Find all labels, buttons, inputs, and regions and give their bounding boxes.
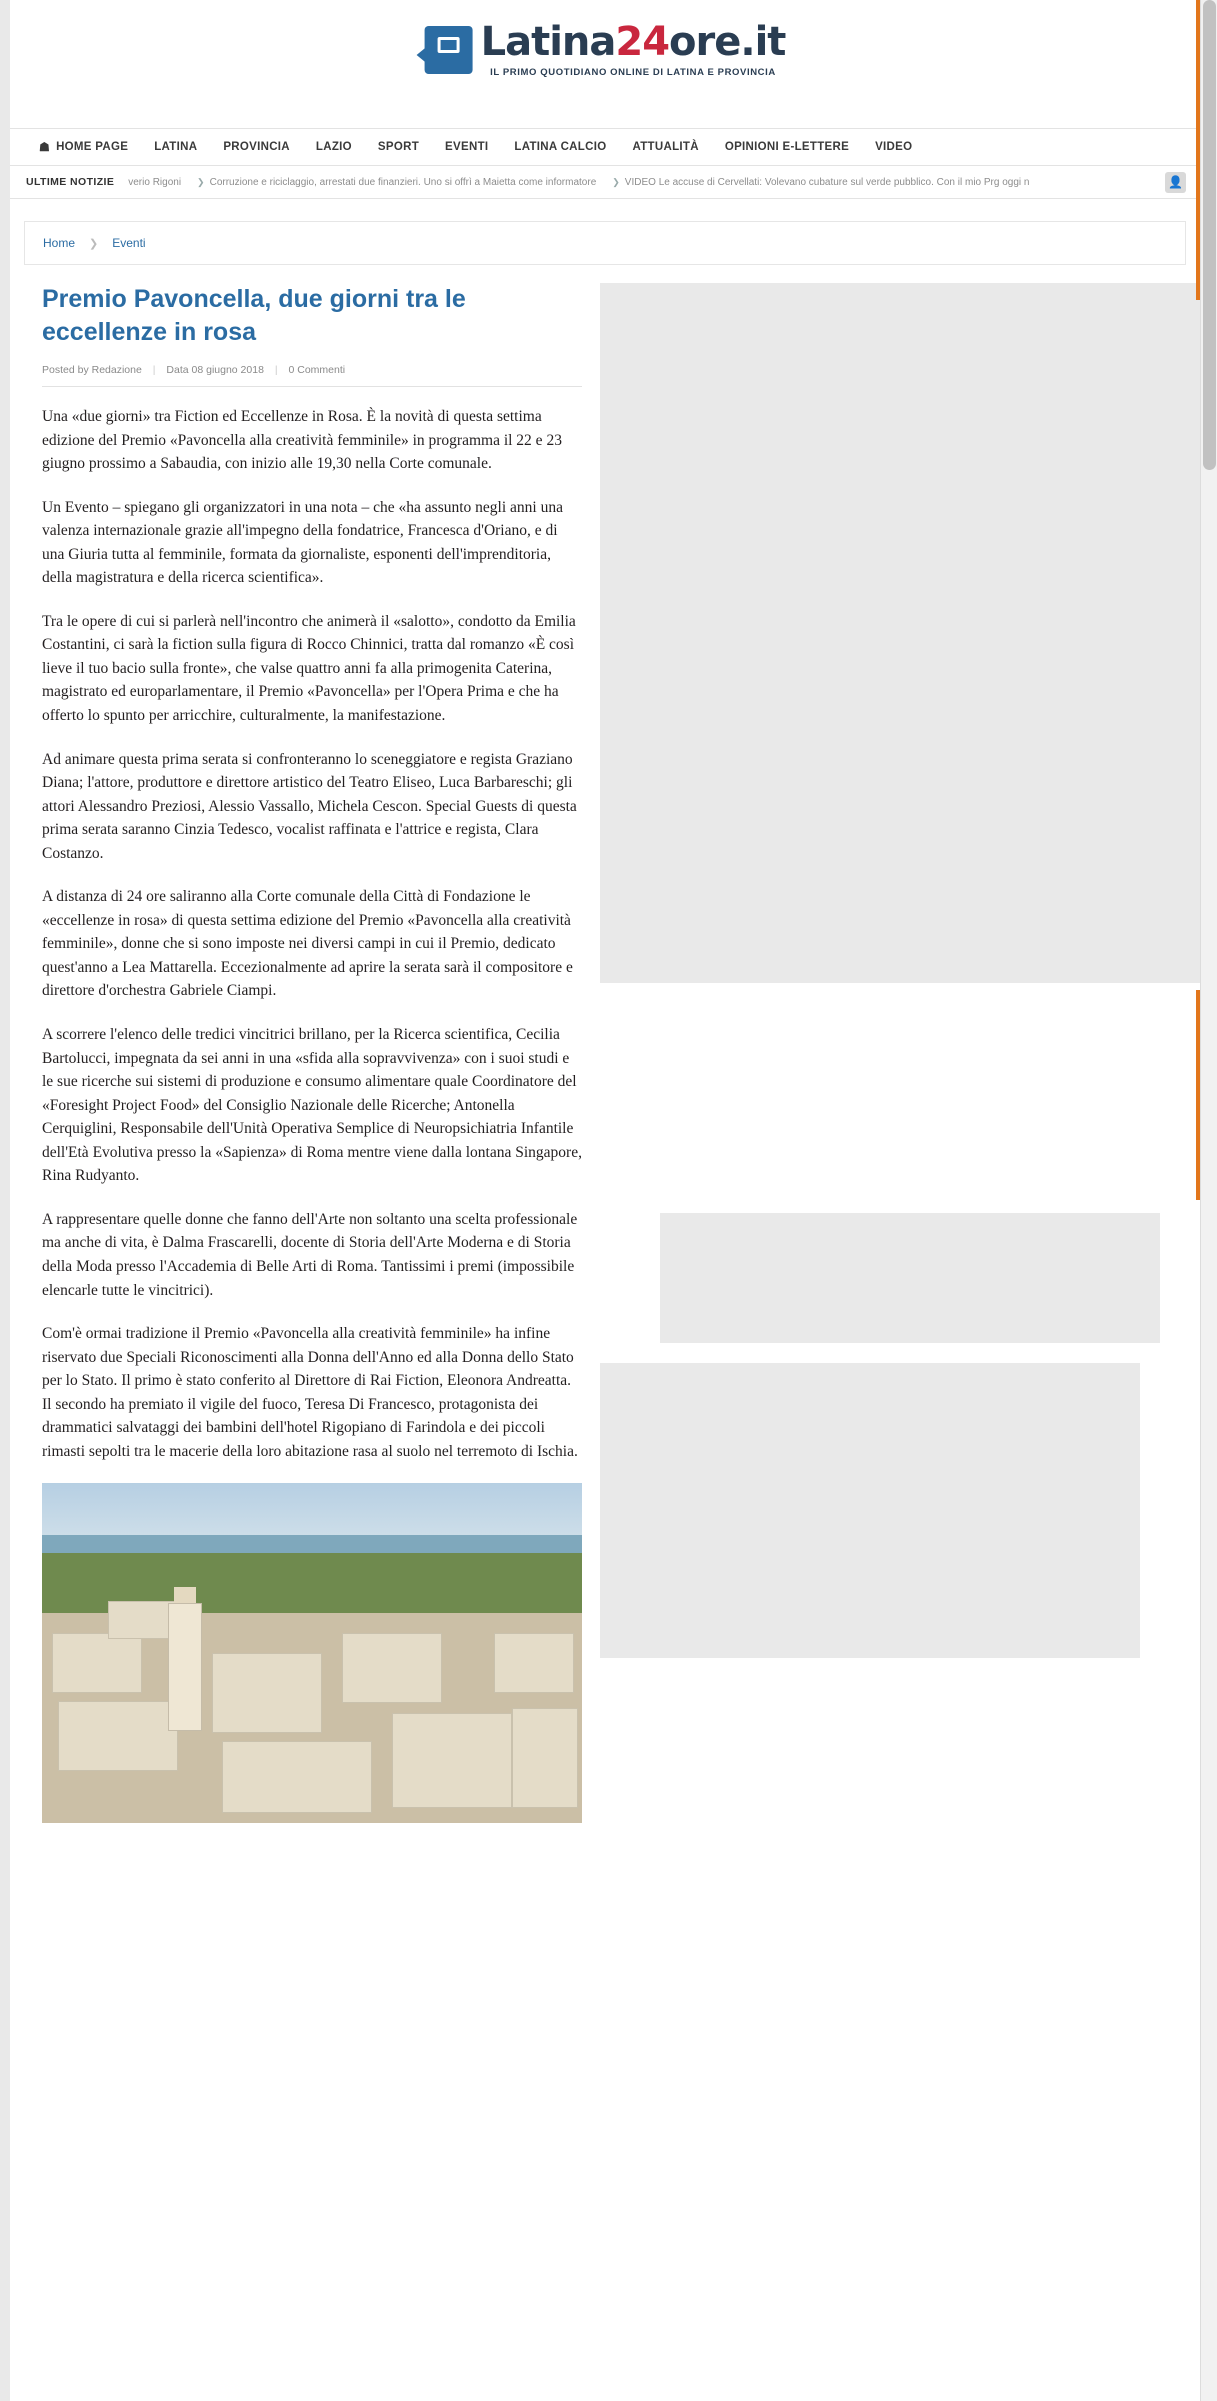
article-date: Data 08 giugno 2018 xyxy=(166,364,264,376)
nav-label: OPINIONI E-LETTERE xyxy=(724,141,850,153)
logo-tagline: IL PRIMO QUOTIDIANO ONLINE DI LATINA E PROVINCIA xyxy=(490,67,776,78)
breaking-news-ticker xyxy=(10,166,1200,199)
logo-part1: Latina xyxy=(480,19,616,65)
page-title: Premio Pavoncella, due giorni tra le eccellenze in rosa xyxy=(42,285,466,346)
nav-item-home-page[interactable] xyxy=(26,129,141,165)
logo-part2: ore xyxy=(669,19,741,65)
article-image xyxy=(42,1483,582,1823)
breadcrumb-item-eventi[interactable]: Eventi xyxy=(112,236,146,250)
content-columns xyxy=(10,283,1200,1823)
nav-label: EVENTI xyxy=(445,141,489,153)
nav-item-eventi[interactable] xyxy=(432,129,501,165)
article-paragraph: Ad animare questa prima serata si confronteranno lo sceneggiatore e regista Graziano Diana; l'attore, produttore e direttore artistico del Teatro Eliseo, Luca Barbareschi; gli attori Alessandro Preziosi, Alessio Vassallo, Michela Cescon. Special Guests di questa prima serata saranno Cinzia Tedesco, vocalist raffinata e l'attrice e regista, Clara Costanzo. xyxy=(42,750,577,862)
sidebar-column xyxy=(600,283,1200,1823)
site-container xyxy=(10,0,1200,1823)
ad-slot-bottom[interactable] xyxy=(600,1363,1140,1658)
ticker-text: verio Rigoni xyxy=(128,176,182,188)
logo-wordmark xyxy=(480,19,786,65)
sidebar-gap xyxy=(600,983,1200,1213)
article-author: Posted by Redazione xyxy=(42,364,142,376)
article-meta xyxy=(42,364,582,387)
chevron-right-icon: ❯ xyxy=(612,176,620,187)
article-paragraph: Una «due giorni» tra Fiction ed Eccellenze in Rosa. È la novità di questa settima edizione del Premio «Pavoncella alla creatività femminile» in programma il 22 e 23 giugno prossimo a Sabaudia, con inizio alle 19,30 nella Corte comunale. xyxy=(42,408,562,473)
nav-item-opinioni-e-lettere[interactable] xyxy=(712,129,862,165)
site-header xyxy=(10,0,1200,128)
site-logo[interactable] xyxy=(425,19,786,78)
article-paragraph: Tra le opere di cui si parlerà nell'incontro che animerà il «salotto», condotto da Emilia Costantini, ci sarà la fiction sulla figura di Rocco Chinnici, tratta dal romanzo «È così lieve il tuo bacio sulla fronte», che valse quattro anni fa alla primogenita Caterina, magistrato ed europarlamentare, il Premio «Pavoncella» per l'Opera Prima e che ha offerto lo spunto per arricchire, culturalmente, la manifestazione. xyxy=(42,612,576,725)
main-navigation xyxy=(10,128,1200,166)
nav-item-latina-calcio[interactable] xyxy=(501,129,619,165)
nav-label: LATINA CALCIO xyxy=(514,141,607,153)
user-account-icon[interactable]: 👤 xyxy=(1165,172,1186,193)
nav-label: PROVINCIA xyxy=(223,141,290,153)
meta-separator: | xyxy=(274,364,278,376)
breadcrumb-item-home[interactable]: Home xyxy=(43,236,76,250)
nav-label: HOME PAGE xyxy=(56,141,129,153)
home-icon: ☗ xyxy=(39,140,51,154)
scrollbar-thumb[interactable] xyxy=(1203,0,1216,470)
ticker-label: ULTIME NOTIZIE xyxy=(26,176,115,188)
ticker-item[interactable] xyxy=(612,177,1029,188)
chevron-right-icon: ❯ xyxy=(89,237,99,250)
article-body xyxy=(42,405,582,1463)
nav-label: SPORT xyxy=(377,141,420,153)
nav-label: ATTUALITÀ xyxy=(632,141,699,153)
nav-label: LAZIO xyxy=(315,141,352,153)
ad-slot-top[interactable] xyxy=(600,283,1200,983)
nav-item-provincia[interactable] xyxy=(210,129,303,165)
chevron-right-icon: ❯ xyxy=(197,176,205,187)
ticker-text: Corruzione e riciclaggio, arrestati due finanzieri. Uno si offrì a Maietta come informatore xyxy=(209,176,597,188)
browser-scrollbar[interactable] xyxy=(1200,0,1217,2401)
article-paragraph: A distanza di 24 ore saliranno alla Corte comunale della Città di Fondazione le «eccellenze in rosa» di questa settima edizione del Premio «Pavoncella alla creatività femminile», donne che si sono imposte nei diversi campi in cui il Premio, dedicato quest'anno a Lea Mattarella. Eccezionalmente ad aprire la serata sarà il compositore e direttore d'orchestra Gabriele Ciampi. xyxy=(42,888,573,1000)
article-paragraph: A scorrere l'elenco delle tredici vincitrici brillano, per la Ricerca scientifica, Cecilia Bartolucci, impegnata da sei anni in una «sfida alla sopravvivenza» con i suoi studi e le sue ricerche sui sistemi di produzione e consumo alimentare quale Coordinatore del «Foresight Project Food» del Consiglio Nazionale delle Ricerche; Antonella Cerquiglini, Responsabile dell'Unità Operativa Semplice di Neuropsichiatria Infantile dell'Età Evolutiva presso la «Sapienza» di Roma mentre viene dalla lontana Singapore, Rina Rudyanto. xyxy=(42,1026,582,1185)
article-paragraph: Com'è ormai tradizione il Premio «Pavoncella alla creatività femminile» ha infine riservato due Speciali Riconoscimenti alla Donna dell'Anno ed alla Donna dello Stato per lo Stato. Il primo è stato conferito al Direttore di Rai Fiction, Eleonora Andreatta. Il secondo ha premiato il vigile del fuoco, Teresa Di Francesco, protagonista dei drammatici salvataggi dei bambini dell'hotel Rigopiano di Farindola e dei piccoli rimasti sepolti tra le macerie della loro abitazione rasa al suolo nel terremoto di Ischia. xyxy=(42,1325,578,1460)
nav-item-latina[interactable] xyxy=(141,129,210,165)
page-rail-left xyxy=(0,0,10,2401)
nav-label: VIDEO xyxy=(875,141,913,153)
logo-tld: .it xyxy=(740,19,786,65)
article-column xyxy=(10,283,600,1823)
breadcrumb-area xyxy=(10,199,1200,265)
nav-item-attualita[interactable] xyxy=(619,129,711,165)
nav-item-video[interactable] xyxy=(862,129,925,165)
speech-bubble-icon xyxy=(425,26,473,74)
article-paragraph: A rappresentare quelle donne che fanno dell'Arte non soltanto una scelta professionale ma anche di vita, è Dalma Frascarelli, docente di Storia dell'Arte Moderna e di Storia della Moda presso l'Accademia di Belle Arti di Roma. Tantissimi i premi (impossibile elencarle tutte le vincitrici). xyxy=(42,1210,578,1299)
ad-slot-middle[interactable] xyxy=(660,1213,1160,1343)
article-paragraph: Un Evento – spiegano gli organizzatori in una nota – che «ha assunto negli anni una valenza internazionale grazie all'impegno della fondatrice, Francesca d'Oriano, e di una Giuria tutta al femminile, formata da giornaliste, esponenti dell'imprenditoria, della magistratura e della ricerca scientifica». xyxy=(42,498,563,587)
nav-label: LATINA xyxy=(154,141,198,153)
ticker-item[interactable] xyxy=(128,177,181,188)
nav-item-lazio[interactable] xyxy=(303,129,365,165)
article-comment-count[interactable]: 0 Commenti xyxy=(288,364,346,376)
breadcrumb xyxy=(24,221,1186,265)
ticker-item[interactable] xyxy=(197,177,596,188)
meta-separator: | xyxy=(152,364,156,376)
logo-number: 24 xyxy=(615,19,670,65)
ticker-text: VIDEO Le accuse di Cervellati: Volevano cubature sul verde pubblico. Con il mio Prg oggi n xyxy=(624,176,1030,188)
nav-item-sport[interactable] xyxy=(365,129,432,165)
